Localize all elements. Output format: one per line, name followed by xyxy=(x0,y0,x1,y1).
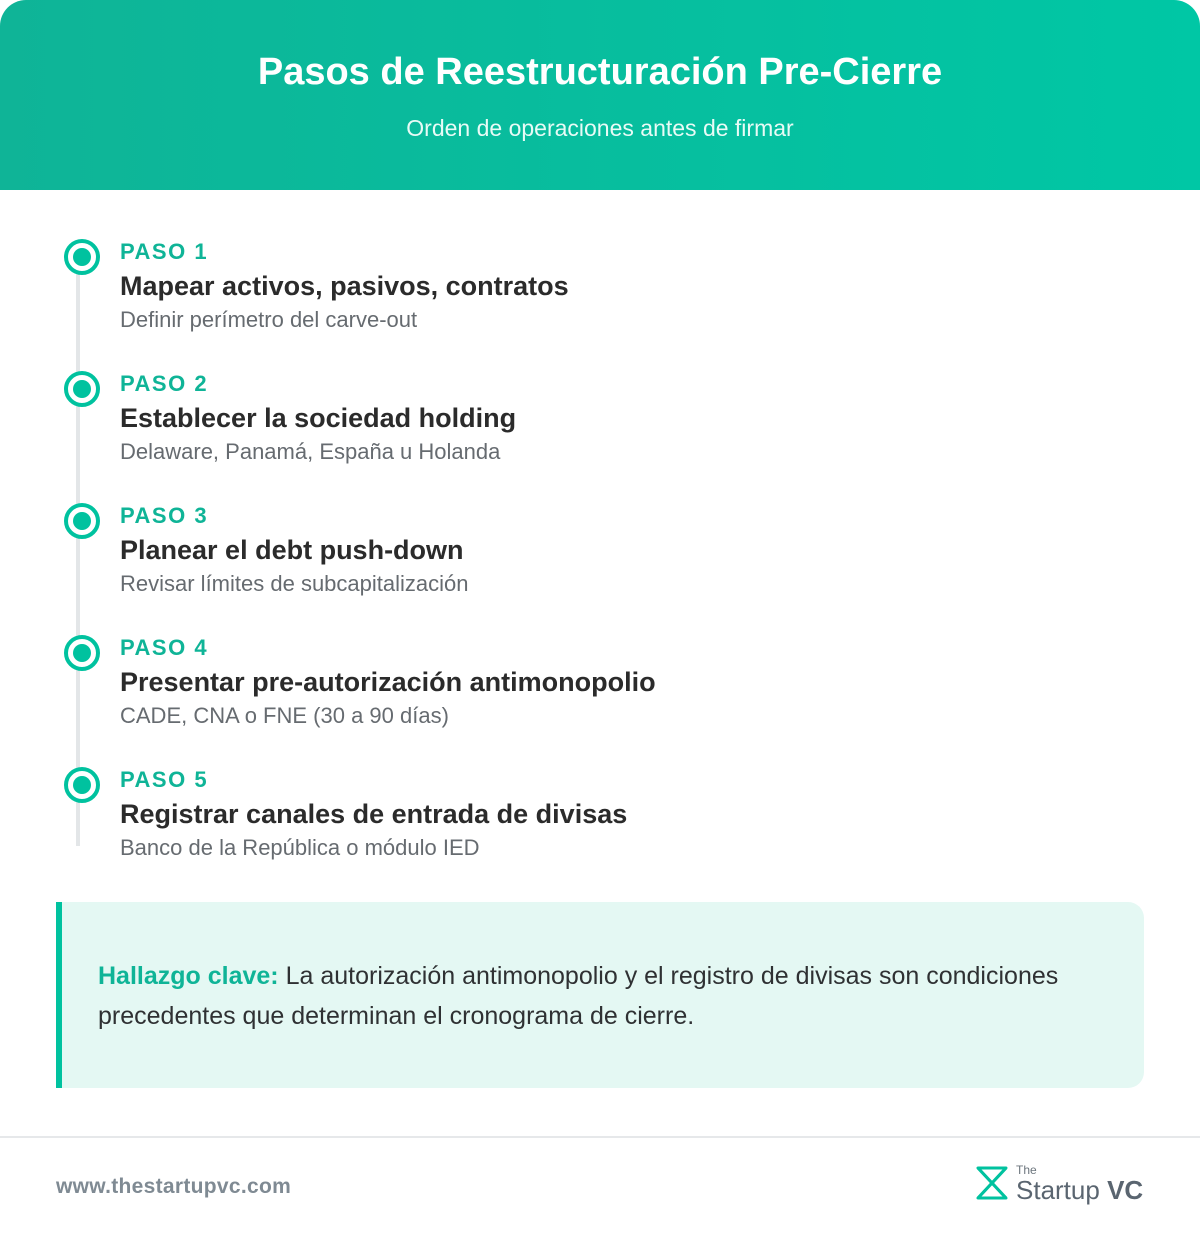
page-subtitle: Orden de operaciones antes de firmar xyxy=(406,115,794,141)
step-2 xyxy=(0,362,1100,494)
key-finding-text xyxy=(98,956,1118,1036)
footer-divider xyxy=(0,1136,1200,1138)
key-finding-body: La autorización antimonopolio y el registro de divisas son condiciones precedentes que determinan el cronograma de cierre. xyxy=(98,962,1059,1030)
step-label: PASO 4 xyxy=(120,635,209,660)
logo-the-text: The xyxy=(1016,1163,1037,1177)
step-label: PASO 3 xyxy=(120,503,209,528)
step-marker-icon xyxy=(64,371,100,407)
step-title: Presentar pre-autorización antimonopolio xyxy=(120,667,656,697)
header-banner xyxy=(0,0,1200,190)
step-label: PASO 2 xyxy=(120,371,209,396)
step-marker-icon xyxy=(64,635,100,671)
step-description: CADE, CNA o FNE (30 a 90 días) xyxy=(120,703,449,728)
step-description: Revisar límites de subcapitalización xyxy=(120,571,469,596)
logo-wordmark xyxy=(1016,1176,1143,1204)
logo-vc-text: VC xyxy=(1107,1175,1144,1205)
steps-timeline xyxy=(0,230,1200,870)
step-3 xyxy=(0,494,1100,626)
startupvc-logo xyxy=(974,1162,1154,1206)
step-description: Delaware, Panamá, España u Holanda xyxy=(120,439,501,464)
step-title: Planear el debt push-down xyxy=(120,535,464,565)
footer-url: www.thestartupvc.com xyxy=(56,1175,292,1198)
step-5 xyxy=(0,758,1100,890)
step-marker-icon xyxy=(64,239,100,275)
step-description: Banco de la República o módulo IED xyxy=(120,835,480,860)
startupvc-logo-icon xyxy=(974,1164,1010,1202)
step-title: Registrar canales de entrada de divisas xyxy=(120,799,628,829)
step-title: Establecer la sociedad holding xyxy=(120,403,517,433)
logo-startup-text: Startup xyxy=(1016,1175,1100,1205)
key-finding-lead: Hallazgo clave: xyxy=(98,962,279,990)
step-label: PASO 1 xyxy=(120,239,209,264)
step-description: Definir perímetro del carve-out xyxy=(120,307,418,332)
step-1 xyxy=(0,230,1100,362)
step-label: PASO 5 xyxy=(120,767,209,792)
step-4 xyxy=(0,626,1100,758)
step-marker-icon xyxy=(64,503,100,539)
step-marker-icon xyxy=(64,767,100,803)
page-title: Pasos de Reestructuración Pre-Cierre xyxy=(257,51,943,93)
step-title: Mapear activos, pasivos, contratos xyxy=(120,271,569,301)
key-finding-callout xyxy=(56,902,1144,1088)
